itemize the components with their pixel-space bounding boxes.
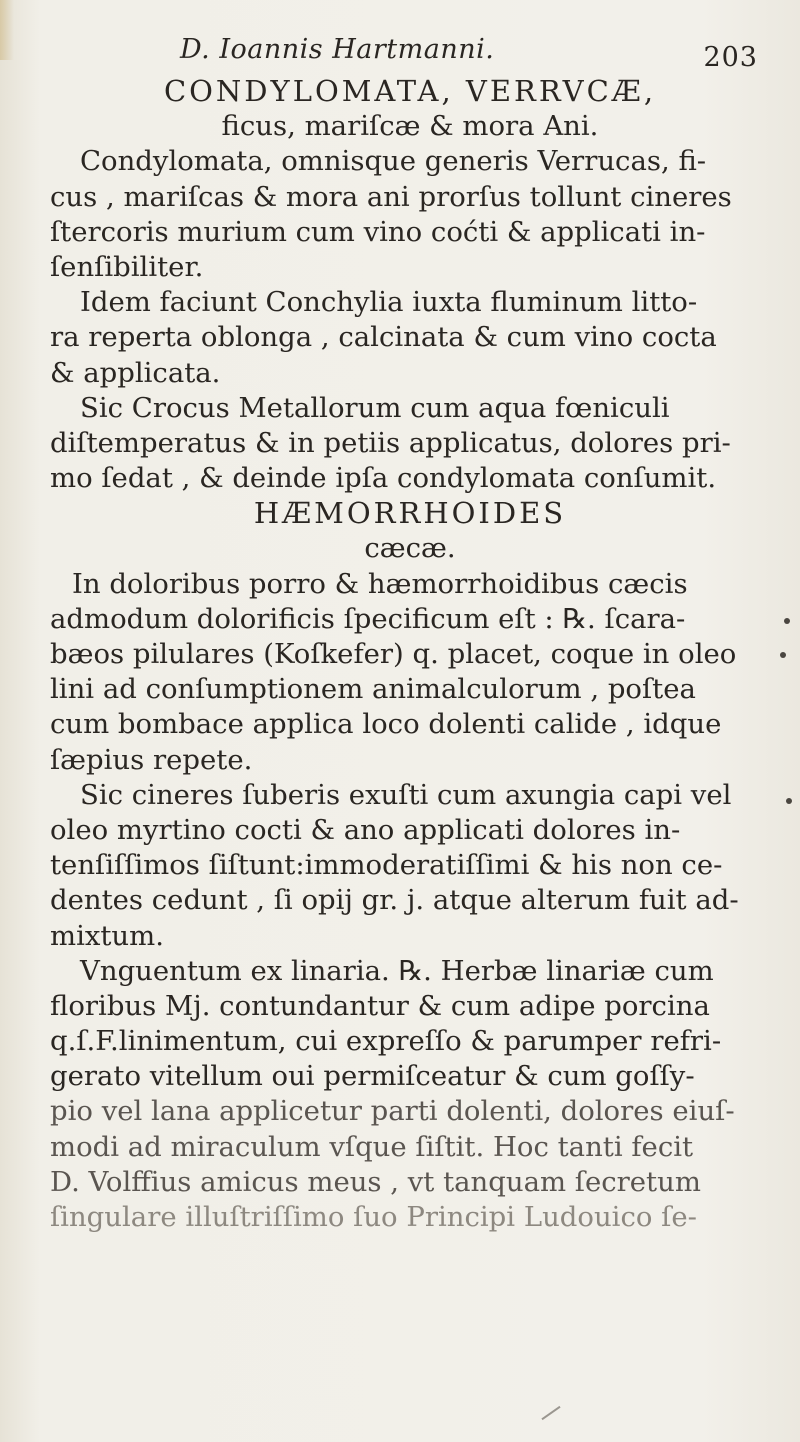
text-line: ra reperta oblonga , calcinata & cum vino cocta <box>50 321 717 354</box>
text-line: q.ſ.F.linimentum, cui expreſſo & parumper refri- <box>50 1025 722 1058</box>
text-line: modi ad miraculum vſque ſiſtit. Hoc tanti fecit <box>50 1130 694 1163</box>
text-block <box>50 74 770 1235</box>
text-line: ſtercoris murium cum vino coćti & applicati in- <box>50 215 706 248</box>
text-line: ſenſibiliter. <box>50 250 204 283</box>
text-line: diſtemperatus & in petiis applicatus, dolores pri- <box>50 426 731 459</box>
section-subheading: cæcæ. <box>364 532 456 565</box>
text-line: admodum dolorificis ſpecificum eſt : ℞. ſcara- <box>50 602 686 635</box>
text-line: cus , mariſcas & mora ani prorſus tollunt cineres <box>50 180 732 213</box>
ink-speck <box>780 652 786 658</box>
text-line: bæos pilulares (Koſkefer) q. placet, coque in oleo <box>50 638 737 670</box>
section-heading-condylomata: CONDYLOMATA, VERRVCÆ, <box>163 74 657 108</box>
ink-speck <box>784 618 790 624</box>
section-subheading: ficus, mariſcæ & mora Ani. <box>221 110 599 143</box>
text-line: mixtum. <box>50 919 164 952</box>
ink-speck <box>786 798 792 804</box>
running-head <box>40 34 780 74</box>
text-line: ſæpius repete. <box>50 743 253 776</box>
section-heading-haemorrhoides: HÆMORRHOIDES <box>253 496 567 531</box>
text-line: D. Volffius amicus meus , vt tanquam ſecretum <box>50 1165 701 1198</box>
text-line: dentes cedunt , ſi opij gr. j. atque alterum fuit ad- <box>50 884 739 917</box>
text-line: & applicata. <box>50 356 221 389</box>
text-line: floribus Mj. contundantur & cum adipe porcina <box>50 989 710 1022</box>
text-line: mo ſedat , & deinde ipſa condylomata conſumit. <box>50 462 717 495</box>
text-line: tenſiſſimos ſiſtunt:immoderatiſſimi & his non ce- <box>50 849 723 882</box>
text-line: gerato vitellum oui permiſceatur & cum goſſy- <box>50 1060 695 1093</box>
running-head-title: D. Ioannis Hartmanni. <box>180 34 495 65</box>
text-line: In doloribus porro & hæmorrhoidibus cæcis <box>72 567 688 600</box>
text-line: lini ad conſumptionem animalculorum , poſtea <box>50 673 696 706</box>
text-line: Vnguentum ex linaria. ℞. Herbæ linariæ cum <box>80 954 714 987</box>
pencil-mark <box>541 1406 560 1420</box>
text-line: Sic cineres ſuberis exuſti cum axungia capi vel <box>80 778 732 811</box>
text-line: Sic Crocus Metallorum cum aqua fœniculi <box>80 391 670 424</box>
page-number: 203 <box>703 42 758 73</box>
text-line: ſingulare illuſtriſſimo ſuo Principi Ludouico ſe- <box>50 1201 697 1233</box>
page-edge-stain <box>0 0 14 60</box>
text-line: Condylomata, omnisque generis Verrucas, fi- <box>80 145 707 178</box>
text-line: Idem faciunt Conchylia iuxta fluminum litto- <box>80 286 698 319</box>
text-line: oleo myrtino cocti & ano applicati dolores in- <box>50 813 681 846</box>
text-line: pio vel lana applicetur parti dolenti, dolores eiuſ- <box>50 1095 735 1128</box>
text-line: cum bombace applica loco dolenti calide , idque <box>50 708 722 741</box>
